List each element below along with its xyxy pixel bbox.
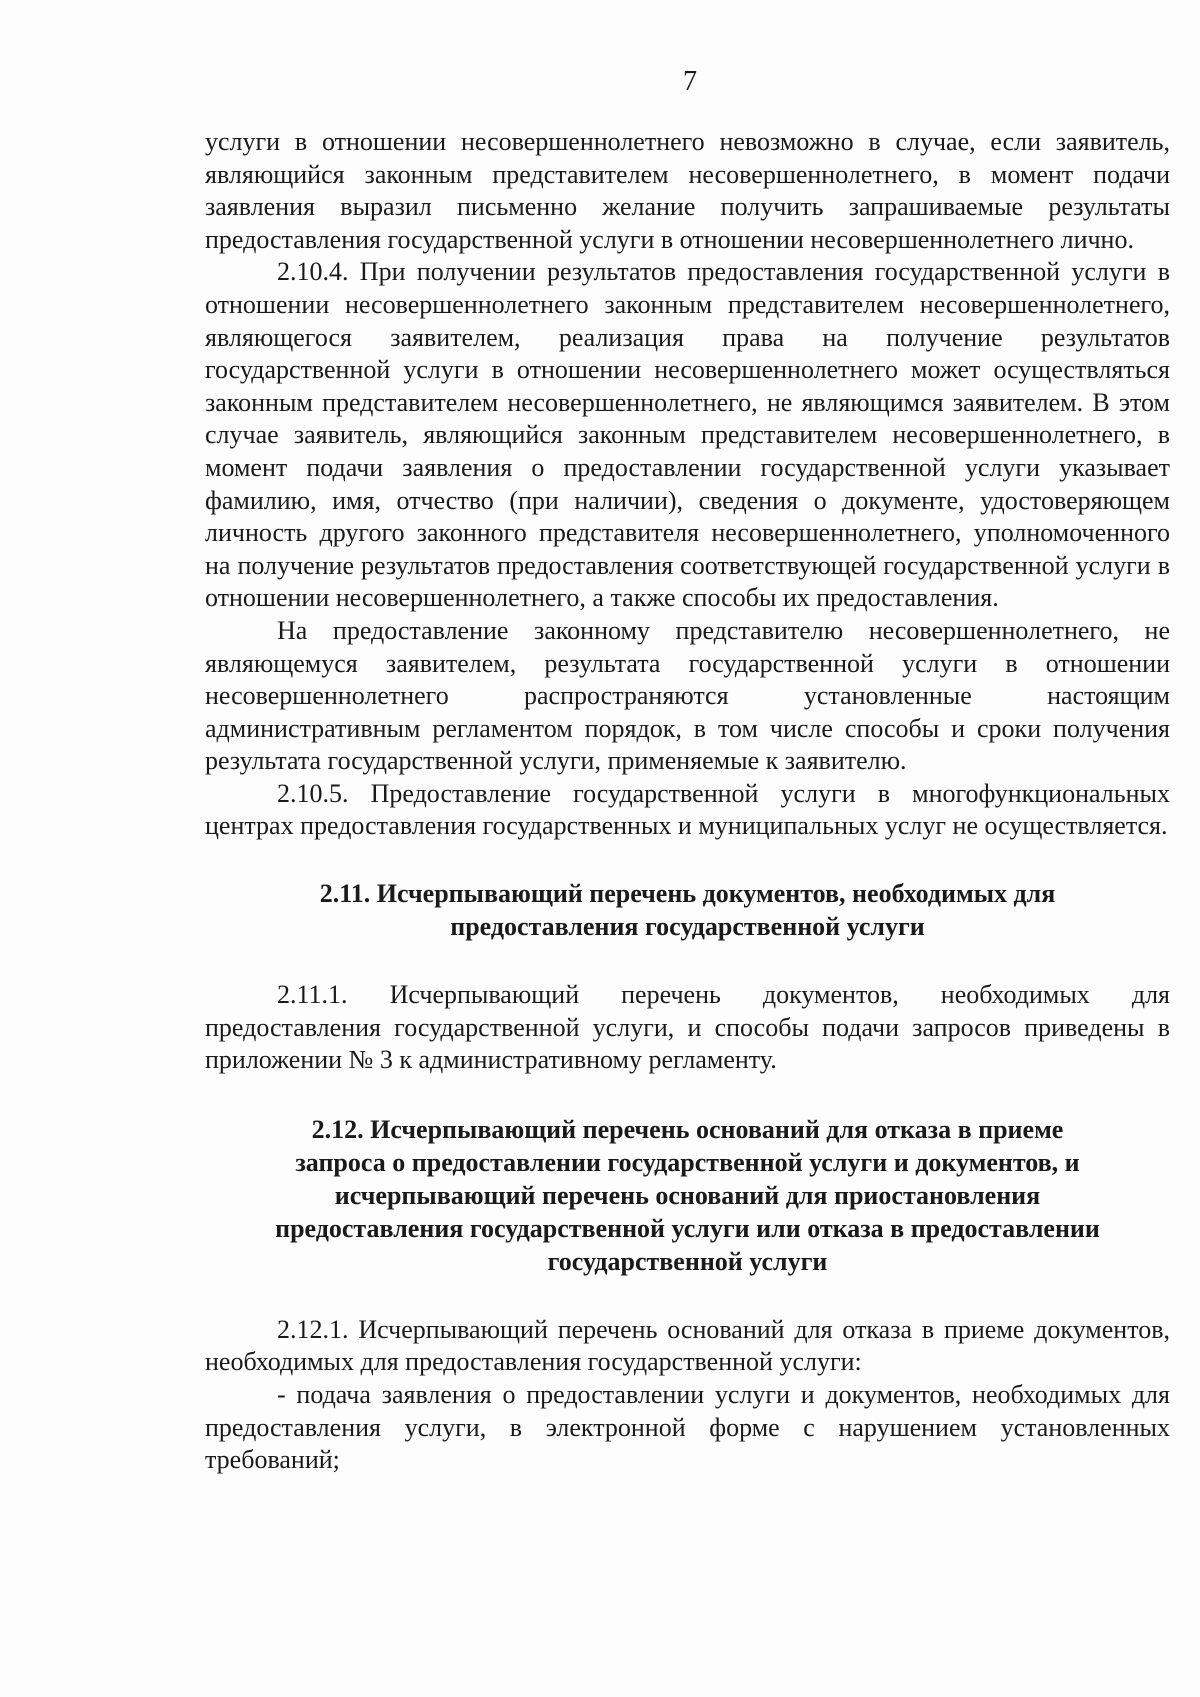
paragraph-2-12-1: 2.12.1. Исчерпывающий перечень оснований для отказа в приеме документов, необходимых для предоставления государственной услуги: xyxy=(205,1314,1170,1377)
heading-line: 2.11. Исчерпывающий перечень документов, необходимых для xyxy=(319,879,1056,909)
paragraph-legal-representative: На предоставление законному представителю несовершеннолетнего, не являющемуся заявителем, результата государственной услуги в отношении несовершеннолетнего распространяются установленные настоящим административным регламентом порядок, в том числе способы и сроки получения результата государственной услуги, применяемые к заявителю. xyxy=(205,615,1170,776)
section-2-11-heading xyxy=(205,877,1170,943)
heading-line: государственной услуги xyxy=(547,1246,828,1276)
heading-line: предоставления государственной услуги xyxy=(450,912,925,942)
heading-line: запроса о предоставлении государственной услуги и документов, и xyxy=(295,1147,1080,1177)
paragraph-2-10-5: 2.10.5. Предоставление государственной услуги в многофункциональных центрах предоставления государственных и муниципальных услуг не осуществляется. xyxy=(205,778,1170,841)
paragraph-2-10-4: 2.10.4. При получении результатов предоставления государственной услуги в отношении несовершеннолетнего законным представителем несовершеннолетнего, являющегося заявителем, реализация права на получение результатов государственной услуги в отношении несовершеннолетнего может осуществляться законным представителем несовершеннолетнего, не являющимся заявителем. В этом случае заявитель, являющийся законным представителем несовершеннолетнего, в момент подачи заявления о предоставлении государственной услуги указывает фамилию, имя, отчество (при наличии), сведения о документе, удостоверяющем личность другого законного представителя несовершеннолетнего, уполномоченного на получение результатов предоставления соответствующей государственной услуги в отношении несовершеннолетнего, а также способы их предоставления. xyxy=(205,257,1170,613)
page-body xyxy=(205,126,1170,1477)
list-item-electronic-form: - подача заявления о предоставлении услуги и документов, необходимых для предоставления услуги, в электронной форме с нарушением установленных требований; xyxy=(205,1380,1170,1475)
paragraph-continuation: услуги в отношении несовершеннолетнего невозможно в случае, если заявитель, являющийся законным представителем несовершеннолетнего, в момент подачи заявления выразил письменно желание получить запрашиваемые результаты предоставления государственной услуги в отношении несовершеннолетнего лично. xyxy=(205,127,1170,254)
page-number: 7 xyxy=(683,66,697,97)
heading-line: 2.12. Исчерпывающий перечень оснований для отказа в приеме xyxy=(311,1114,1064,1144)
heading-line: исчерпывающий перечень оснований для приостановления xyxy=(334,1180,1041,1210)
section-2-12-heading xyxy=(205,1113,1170,1278)
heading-line: предоставления государственной услуги или отказа в предоставлении xyxy=(275,1213,1100,1243)
paragraph-2-11-1: 2.11.1. Исчерпывающий перечень документов, необходимых для предоставления государственной услуги, и способы подачи запросов приведены в приложении № 3 к административному регламенту. xyxy=(205,980,1170,1075)
